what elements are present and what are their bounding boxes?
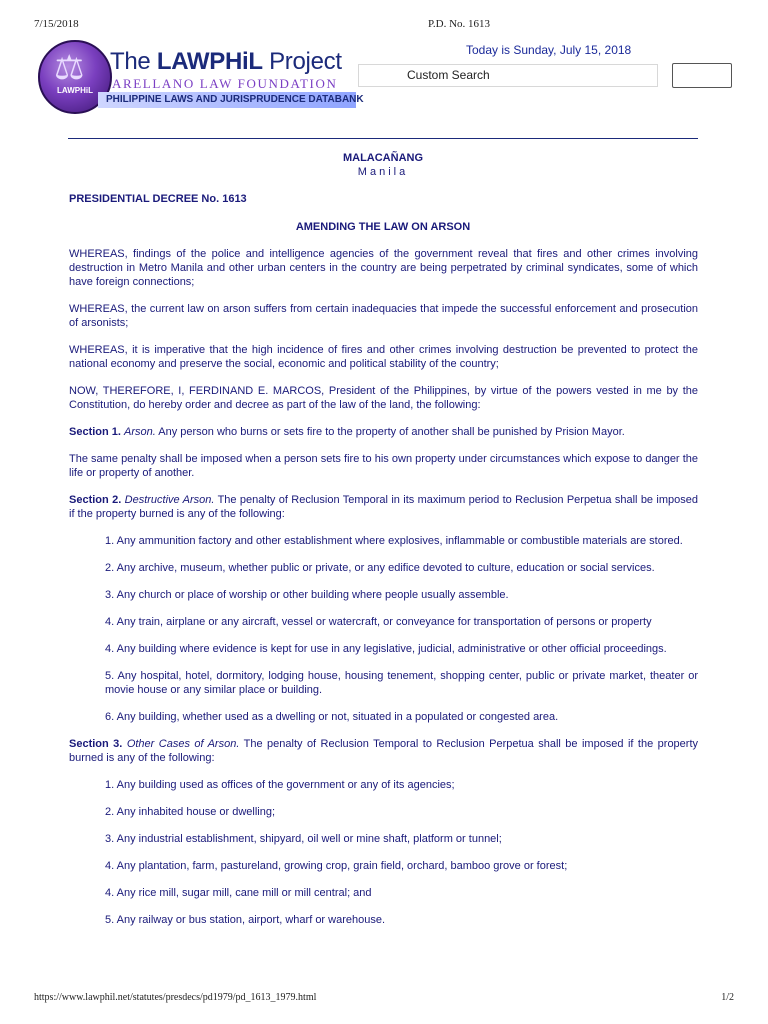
list-item: 5. Any hospital, hotel, dormitory, lodging house, housing tenement, shopping center, public or private market, theater or movie house or any similar place or building.: [105, 670, 698, 696]
section-1-paragraph: The same penalty shall be imposed when a person sets fire to his own property under circumstances which expose to danger the life or property of another.: [69, 453, 698, 479]
section-label: Section 3.: [69, 738, 123, 750]
list-item: 4. Any plantation, farm, pastureland, growing crop, grain field, orchard, bamboo grove or forest;: [105, 860, 568, 872]
section-title: Destructive Arson.: [124, 494, 215, 506]
logo-tagline: PHILIPPINE LAWS AND JURISPRUDENCE DATABANK: [98, 92, 356, 108]
print-date: 7/15/2018: [34, 18, 79, 30]
section-title: Arson.: [124, 426, 156, 438]
list-item: 5. Any railway or bus station, airport, wharf or warehouse.: [105, 914, 386, 926]
whereas-clause: WHEREAS, findings of the police and intelligence agencies of the government reveal that fires and other crimes involving destruction in Metro Manila and other urban centers in the country are being perpetrated by criminal syndicates, some of which have foreign connections;: [69, 248, 698, 288]
page-url: https://www.lawphil.net/statutes/presdecs/pd1979/pd_1613_1979.html: [34, 992, 317, 1003]
print-page-title: P.D. No. 1613: [428, 18, 491, 30]
list-item: 4. Any building where evidence is kept for use in any legislative, judicial, administrative or other official proceedings.: [105, 643, 667, 655]
decree-number: PRESIDENTIAL DECREE No. 1613: [69, 193, 247, 205]
today-date: Today is Sunday, July 15, 2018: [466, 43, 632, 57]
list-item: 2. Any inhabited house or dwelling;: [105, 806, 276, 818]
emblem-text: LAWPHiL: [57, 86, 93, 95]
print-header: [34, 18, 734, 32]
decree-body: [69, 247, 698, 940]
section-1: Section 1. Arson. Any person who burns or sets fire to the property of another shall be punished by Prision Mayor.: [69, 426, 625, 438]
whereas-clause: WHEREAS, it is imperative that the high incidence of fires and other crimes involving destruction be prevented to protect the national economy and preserve the social, economic and political stability of the country;: [69, 344, 698, 370]
search-button[interactable]: [672, 63, 732, 88]
decree-title: AMENDING THE LAW ON ARSON: [295, 221, 471, 233]
list-item: 2. Any archive, museum, whether public or private, or any edifice devoted to culture, education or social services.: [105, 562, 655, 574]
logo-title: The LAWPHiL Project: [110, 48, 342, 75]
header-divider: [68, 138, 698, 139]
list-item: 4. Any rice mill, sugar mill, cane mill or mill central; and: [105, 887, 372, 899]
page-number: 1/2: [721, 992, 734, 1003]
search-input[interactable]: Custom Search: [358, 64, 658, 87]
section-label: Section 1.: [69, 426, 121, 438]
malacanang-heading: MALACAÑANG: [342, 152, 424, 164]
list-item: 1. Any building used as offices of the government or any of its agencies;: [105, 779, 455, 791]
lawphil-logo[interactable]: [38, 40, 364, 112]
logo-subtitle: ARELLANO LAW FOUNDATION: [112, 76, 338, 91]
section-label: Section 2.: [69, 494, 122, 506]
manila-heading: Manila: [357, 166, 409, 178]
enacting-clause: NOW, THEREFORE, I, FERDINAND E. MARCOS, President of the Philippines, by virtue of the powers vested in me by the Constitution, do hereby order and decree as part of the law of the land, the following:: [69, 385, 698, 411]
section-title: Other Cases of Arson.: [126, 738, 240, 750]
list-item: 4. Any train, airplane or any aircraft, vessel or watercraft, or conveyance for transportation of persons or property: [105, 616, 652, 628]
whereas-clause: WHEREAS, the current law on arson suffers from certain inadequacies that impede the successful enforcement and prosecution of arsonists;: [69, 303, 698, 329]
section-3: Section 3. Other Cases of Arson. The penalty of Reclusion Temporal to Reclusion Perpetua shall be imposed if the property burned is any of the following:: [69, 738, 699, 764]
list-item: 3. Any industrial establishment, shipyard, oil well or mine shaft, platform or tunnel;: [105, 833, 502, 845]
list-item: 1. Any ammunition factory and other establishment where explosives, inflammable or combustible materials are stored.: [105, 535, 683, 547]
scales-of-justice-icon: ⚖: [54, 49, 85, 87]
print-footer: [34, 992, 734, 1006]
list-item: 6. Any building, whether used as a dwelling or not, situated in a populated or congested area.: [105, 711, 559, 723]
list-item: 3. Any church or place of worship or other building where people usually assemble.: [105, 589, 509, 601]
section-2: Section 2. Destructive Arson. The penalty of Reclusion Temporal in its maximum period to Reclusion Perpetua shall be imposed if the property burned is any of the following:: [69, 494, 698, 520]
